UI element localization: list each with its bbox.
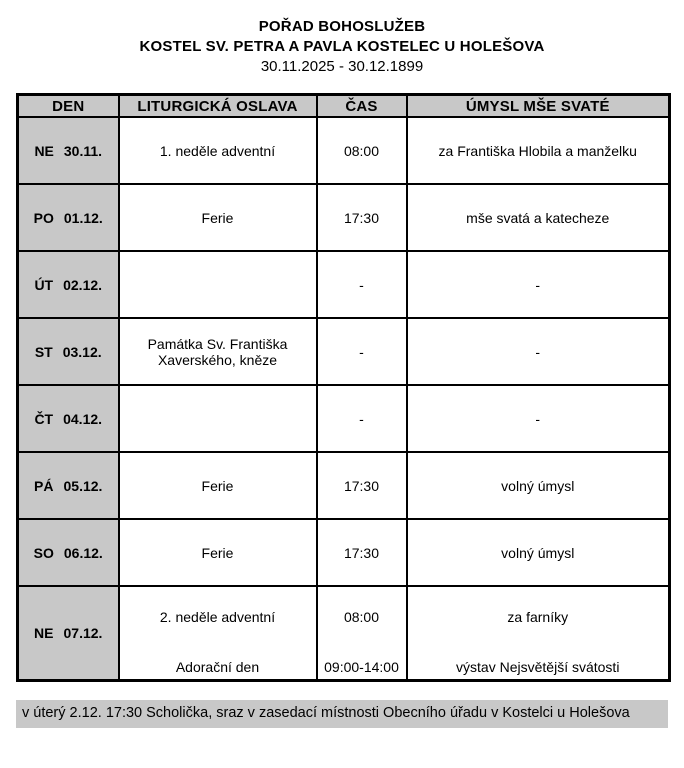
intention-cell: volný úmysl: [407, 452, 670, 519]
header-celebration: LITURGICKÁ OSLAVA: [119, 95, 317, 118]
day-abbreviation: ST: [34, 343, 53, 360]
time-cell: 08:00: [317, 117, 407, 184]
celebration-cell: 1. neděle adventní: [119, 117, 317, 184]
day-date: 01.12.: [63, 209, 103, 226]
intention-cell: mše svatá a katecheze: [407, 184, 670, 251]
date-range: 30.11.2025 - 30.12.1899: [260, 58, 424, 75]
table-row: [18, 117, 670, 184]
day-abbreviation: NE: [34, 142, 54, 159]
celebration-cell-stack: [123, 588, 313, 678]
day-cell: [18, 519, 119, 586]
day-cell: [18, 586, 119, 680]
day-abbreviation: SO: [33, 544, 54, 561]
table-row: [18, 452, 670, 519]
day-cell: [18, 385, 119, 452]
page-title: POŘAD BOHOSLUŽEB: [258, 18, 426, 35]
day-abbreviation: NE: [34, 624, 54, 641]
footer-note: v úterý 2.12. 17:30 Scholička, sraz v zasedací místnosti Obecního úřadu v Kostelci u Holešova: [16, 700, 668, 728]
time-cell: -: [317, 385, 407, 452]
intention-cell: -: [407, 318, 670, 385]
celebration-cell: [119, 385, 317, 452]
celebration-cell-line2: Adorační den: [175, 658, 260, 675]
day-date: 07.12.: [63, 624, 103, 641]
table-row: [18, 251, 670, 318]
day-cell: [18, 318, 119, 385]
schedule-table: [16, 93, 671, 682]
time-cell: 17:30: [317, 452, 407, 519]
day-cell: [18, 184, 119, 251]
celebration-cell: Ferie: [119, 519, 317, 586]
celebration-cell: Ferie: [119, 452, 317, 519]
day-cell: [18, 251, 119, 318]
celebration-cell: [119, 251, 317, 318]
header-time: ČAS: [317, 95, 407, 118]
day-date: 30.11.: [63, 142, 103, 159]
intention-cell-line2: výstav Nejsvětější svátosti: [456, 658, 620, 675]
celebration-cell: Památka Sv. Františka Xaverského, kněze: [119, 318, 317, 385]
intention-cell-stack: [411, 588, 666, 678]
time-cell-line2: 09:00-14:00: [324, 658, 399, 675]
time-cell: -: [317, 318, 407, 385]
day-date: 03.12.: [62, 343, 102, 360]
day-cell: [18, 452, 119, 519]
time-cell: 17:30: [317, 184, 407, 251]
intention-cell: volný úmysl: [407, 519, 670, 586]
day-date: 05.12.: [63, 477, 103, 494]
time-cell: [317, 586, 407, 680]
time-cell-stack: [321, 588, 403, 678]
day-date: 02.12.: [63, 276, 103, 293]
title-block: [0, 0, 684, 77]
table-row: [18, 586, 670, 680]
intention-cell: za Františka Hlobila a manželku: [407, 117, 670, 184]
intention-cell: -: [407, 385, 670, 452]
table-row: [18, 318, 670, 385]
day-abbreviation: PO: [33, 209, 54, 226]
time-cell: -: [317, 251, 407, 318]
time-cell: 17:30: [317, 519, 407, 586]
celebration-cell: Ferie: [119, 184, 317, 251]
table-row: [18, 519, 670, 586]
day-date: 06.12.: [63, 544, 103, 561]
table-row: [18, 184, 670, 251]
day-cell: [18, 117, 119, 184]
intention-cell-line1: za farníky: [507, 608, 569, 625]
day-abbreviation: ÚT: [34, 276, 54, 293]
day-abbreviation: PÁ: [34, 477, 54, 494]
intention-cell: [407, 586, 670, 680]
header-intention: ÚMYSL MŠE SVATÉ: [407, 95, 670, 118]
table-row: [18, 385, 670, 452]
celebration-cell: [119, 586, 317, 680]
intention-cell: -: [407, 251, 670, 318]
church-name: KOSTEL SV. PETRA A PAVLA KOSTELEC U HOLEŠOVA: [139, 38, 545, 55]
day-date: 04.12.: [63, 410, 103, 427]
schedule-body: [18, 117, 670, 680]
day-abbreviation: ČT: [34, 410, 54, 427]
celebration-cell-line1: 2. neděle adventní: [159, 608, 276, 625]
time-cell-line1: 08:00: [343, 608, 380, 625]
header-day: DEN: [18, 95, 119, 118]
table-header-row: [18, 95, 670, 118]
